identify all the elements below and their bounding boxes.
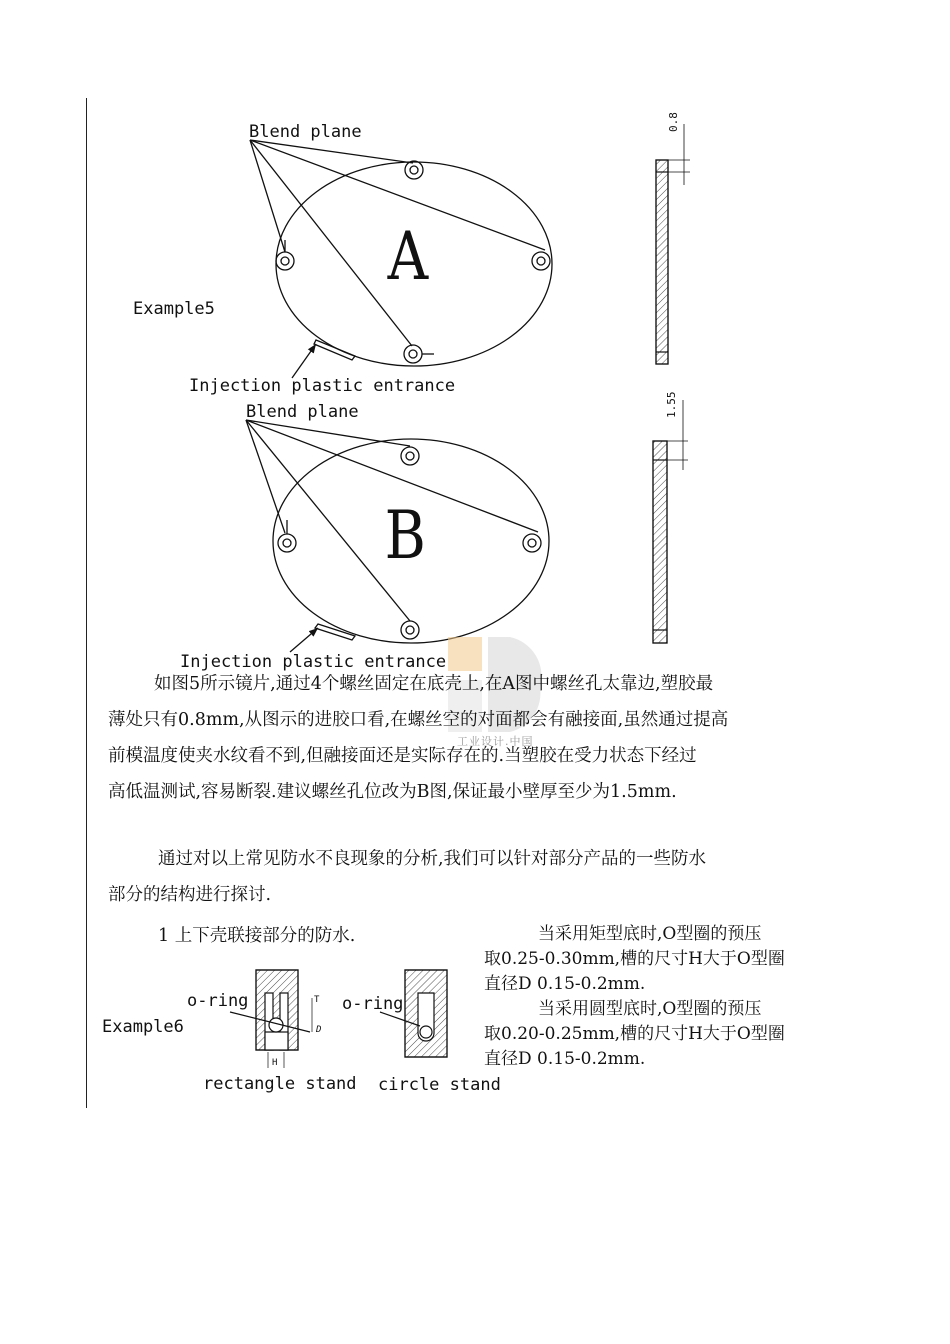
dimension-b: 1.55: [665, 391, 678, 418]
paragraph-2-line: 通过对以上常见防水不良现象的分析,我们可以针对部分产品的一些防水: [158, 849, 707, 869]
screw-hole-b-left: [278, 520, 296, 552]
screw-hole-b-top: [401, 447, 419, 465]
side-note-line: 取0.25-0.30mm,槽的尺寸H大于O型圈: [484, 949, 785, 969]
screw-hole-b-bottom: [401, 621, 419, 639]
dimension-t-label: T: [314, 995, 320, 1005]
injection-label-b: Injection plastic entrance: [180, 652, 447, 672]
side-note-line: 当采用圆型底时,O型圈的预压: [538, 999, 762, 1019]
dimension-a: 0.8: [667, 112, 680, 132]
injection-label-a: Injection plastic entrance: [189, 376, 456, 396]
gate-a: [314, 340, 355, 360]
leader-b-1: [246, 420, 410, 446]
section-a-drawing: [656, 124, 690, 364]
oring-label-left: o-ring: [187, 991, 249, 1011]
example5-label: Example5: [133, 299, 215, 319]
paragraph-2: [108, 841, 706, 913]
screw-hole-a-right: [532, 252, 550, 270]
figure-letter-b: B: [384, 497, 426, 574]
side-note-line: 直径D 0.15-0.2mm.: [484, 1049, 646, 1069]
leader-b-2: [246, 420, 285, 533]
side-note-line: 当采用矩型底时,O型圈的预压: [538, 924, 762, 944]
paragraph-1-line: 前模温度使夹水纹看不到,但融接面还是实际存在的.当塑胶在受力状态下经过: [108, 746, 697, 766]
side-note-line: 直径D 0.15-0.2mm.: [484, 974, 646, 994]
leader-a-1: [250, 140, 413, 163]
rectangle-stand-drawing: [230, 970, 312, 1068]
example6-label: Example6: [102, 1017, 184, 1037]
paragraph-1: [108, 666, 728, 810]
injection-arrow-b: [290, 628, 318, 652]
watermark-text: 工业设计.中国: [457, 735, 534, 748]
section-b-drawing: [653, 400, 688, 643]
blend-plane-label-a: Blend plane: [249, 122, 362, 142]
side-note-line: 取0.20-0.25mm,槽的尺寸H大于O型圈: [484, 1024, 785, 1044]
dimension-h-label: H: [272, 1058, 278, 1068]
screw-hole-a-top: [405, 161, 423, 179]
section-heading: 1 上下壳联接部分的防水.: [158, 926, 356, 946]
leader-a-2: [250, 140, 285, 252]
injection-arrow-a: [292, 344, 316, 378]
oring-label-right: o-ring: [342, 994, 404, 1014]
side-notes: [484, 922, 800, 1072]
rectangle-stand-caption: rectangle stand: [203, 1074, 357, 1094]
circle-stand-caption: circle stand: [378, 1075, 501, 1095]
dimension-d-label: D: [316, 1025, 322, 1035]
figure-letter-a: A: [387, 218, 429, 295]
screw-hole-b-right: [523, 534, 541, 552]
paragraph-2-line: 部分的结构进行探讨.: [108, 885, 272, 905]
paragraph-1-line: 高低温测试,容易断裂.建议螺丝孔位改为B图,保证最小壁厚至少为1.5mm.: [108, 782, 677, 802]
screw-hole-a-bottom: [404, 345, 434, 363]
paragraph-1-line: 薄处只有0.8mm,从图示的进胶口看,在螺丝空的对面都会有融接面,虽然通过提高: [108, 710, 729, 730]
paragraph-1-line: 如图5所示镜片,通过4个螺丝固定在底壳上,在A图中螺丝孔太靠边,塑胶最: [154, 674, 714, 694]
blend-plane-label-b: Blend plane: [246, 402, 359, 422]
